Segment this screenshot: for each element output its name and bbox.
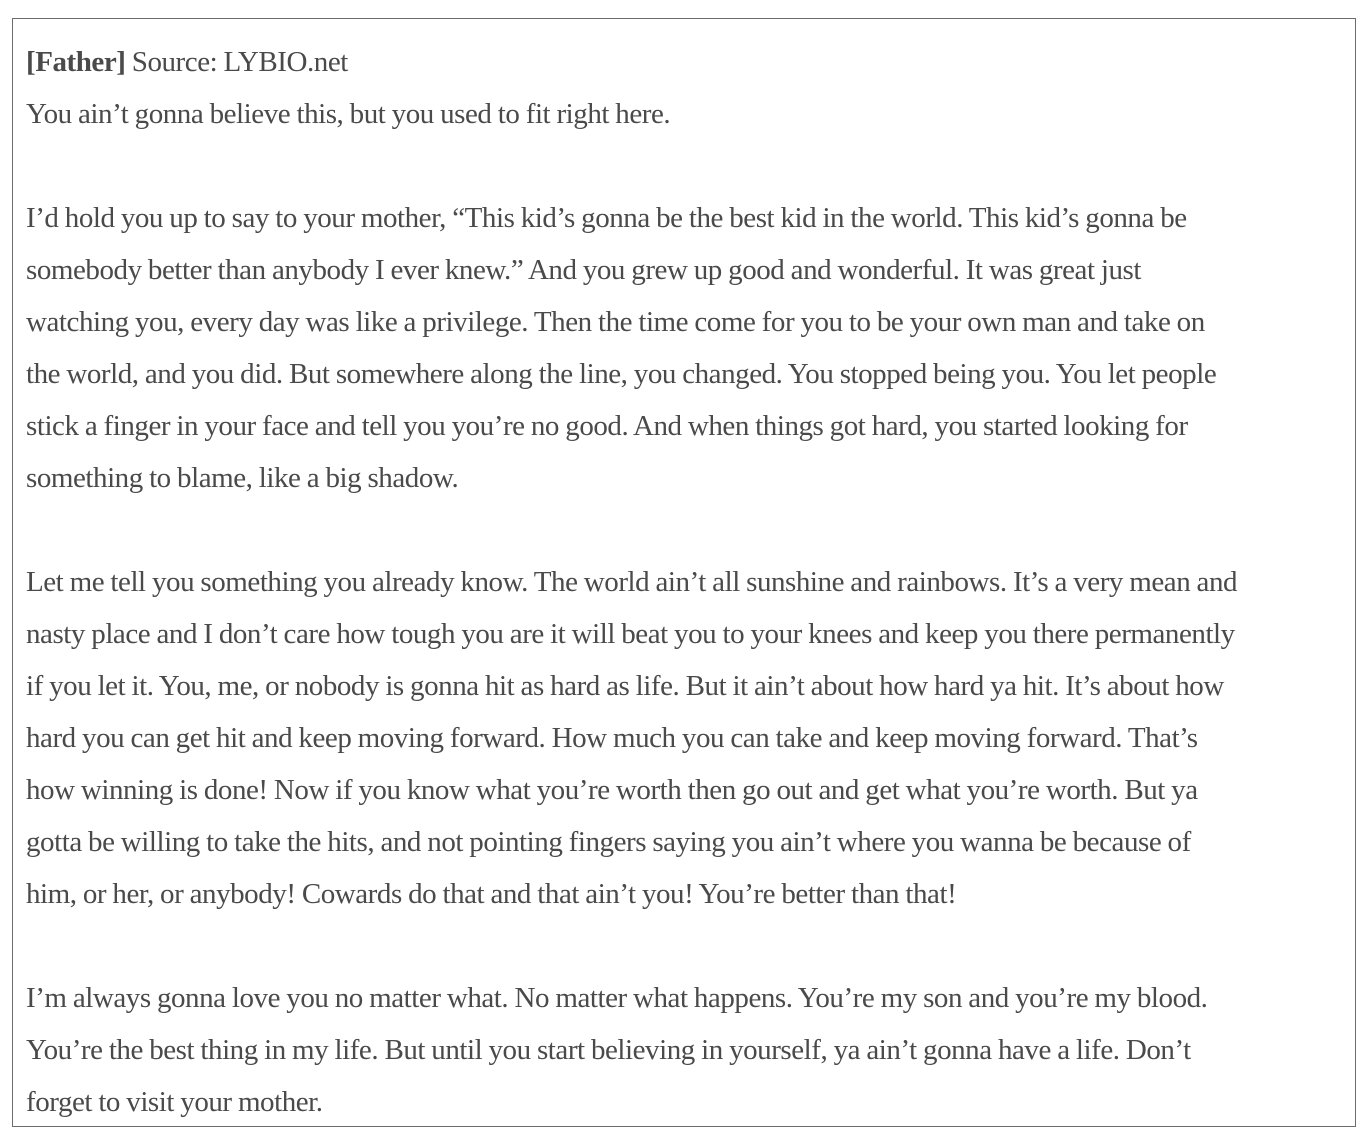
intro-paragraph: [26, 36, 1352, 140]
source-label: Source: LYBIO.net: [131, 46, 348, 78]
text-line: hard you can get hit and keep moving forward. How much you can take and keep moving forward. That’s: [26, 722, 1198, 754]
text-line: somebody better than anybody I ever knew.” And you grew up good and wonderful. It was great just: [26, 254, 1141, 286]
speaker-label: [Father]: [26, 46, 126, 78]
header-line: [26, 36, 1352, 88]
text-line: I’m always gonna love you no matter what. No matter what happens. You’re my son and you’re my blood.: [26, 982, 1208, 1014]
text-line: I’d hold you up to say to your mother, “This kid’s gonna be the best kid in the world. This kid’s gonna be: [26, 202, 1187, 234]
text-line: stick a finger in your face and tell you you’re no good. And when things got hard, you started looking for: [26, 410, 1188, 442]
paragraph-2: [26, 556, 1352, 920]
text-line: how winning is done! Now if you know what you’re worth then go out and get what you’re worth. But ya: [26, 774, 1198, 806]
text-line: him, or her, or anybody! Cowards do that and that ain’t you! You’re better than that!: [26, 878, 957, 910]
quote-box: [12, 18, 1356, 1127]
quote-text: [26, 36, 1352, 1127]
text-line: nasty place and I don’t care how tough you are it will beat you to your knees and keep you there permanently: [26, 618, 1235, 650]
paragraph-1: [26, 192, 1352, 504]
text-line: something to blame, like a big shadow.: [26, 462, 459, 494]
text-line: gotta be willing to take the hits, and not pointing fingers saying you ain’t where you wanna be because of: [26, 826, 1191, 858]
text-line: Let me tell you something you already know. The world ain’t all sunshine and rainbows. It’s a very mean and: [26, 566, 1238, 598]
text-line: You’re the best thing in my life. But until you start believing in yourself, ya ain’t gonna have a life. Don’t: [26, 1034, 1191, 1066]
text-line: the world, and you did. But somewhere along the line, you changed. You stopped being you. You let people: [26, 358, 1217, 390]
paragraph-3: [26, 972, 1352, 1127]
text-line: forget to visit your mother.: [26, 1086, 323, 1118]
text-line: if you let it. You, me, or nobody is gonna hit as hard as life. But it ain’t about how hard ya hit. It’s about how: [26, 670, 1224, 702]
text-line: You ain’t gonna believe this, but you used to fit right here.: [26, 98, 671, 130]
text-line: watching you, every day was like a privilege. Then the time come for you to be your own man and take on: [26, 306, 1205, 338]
